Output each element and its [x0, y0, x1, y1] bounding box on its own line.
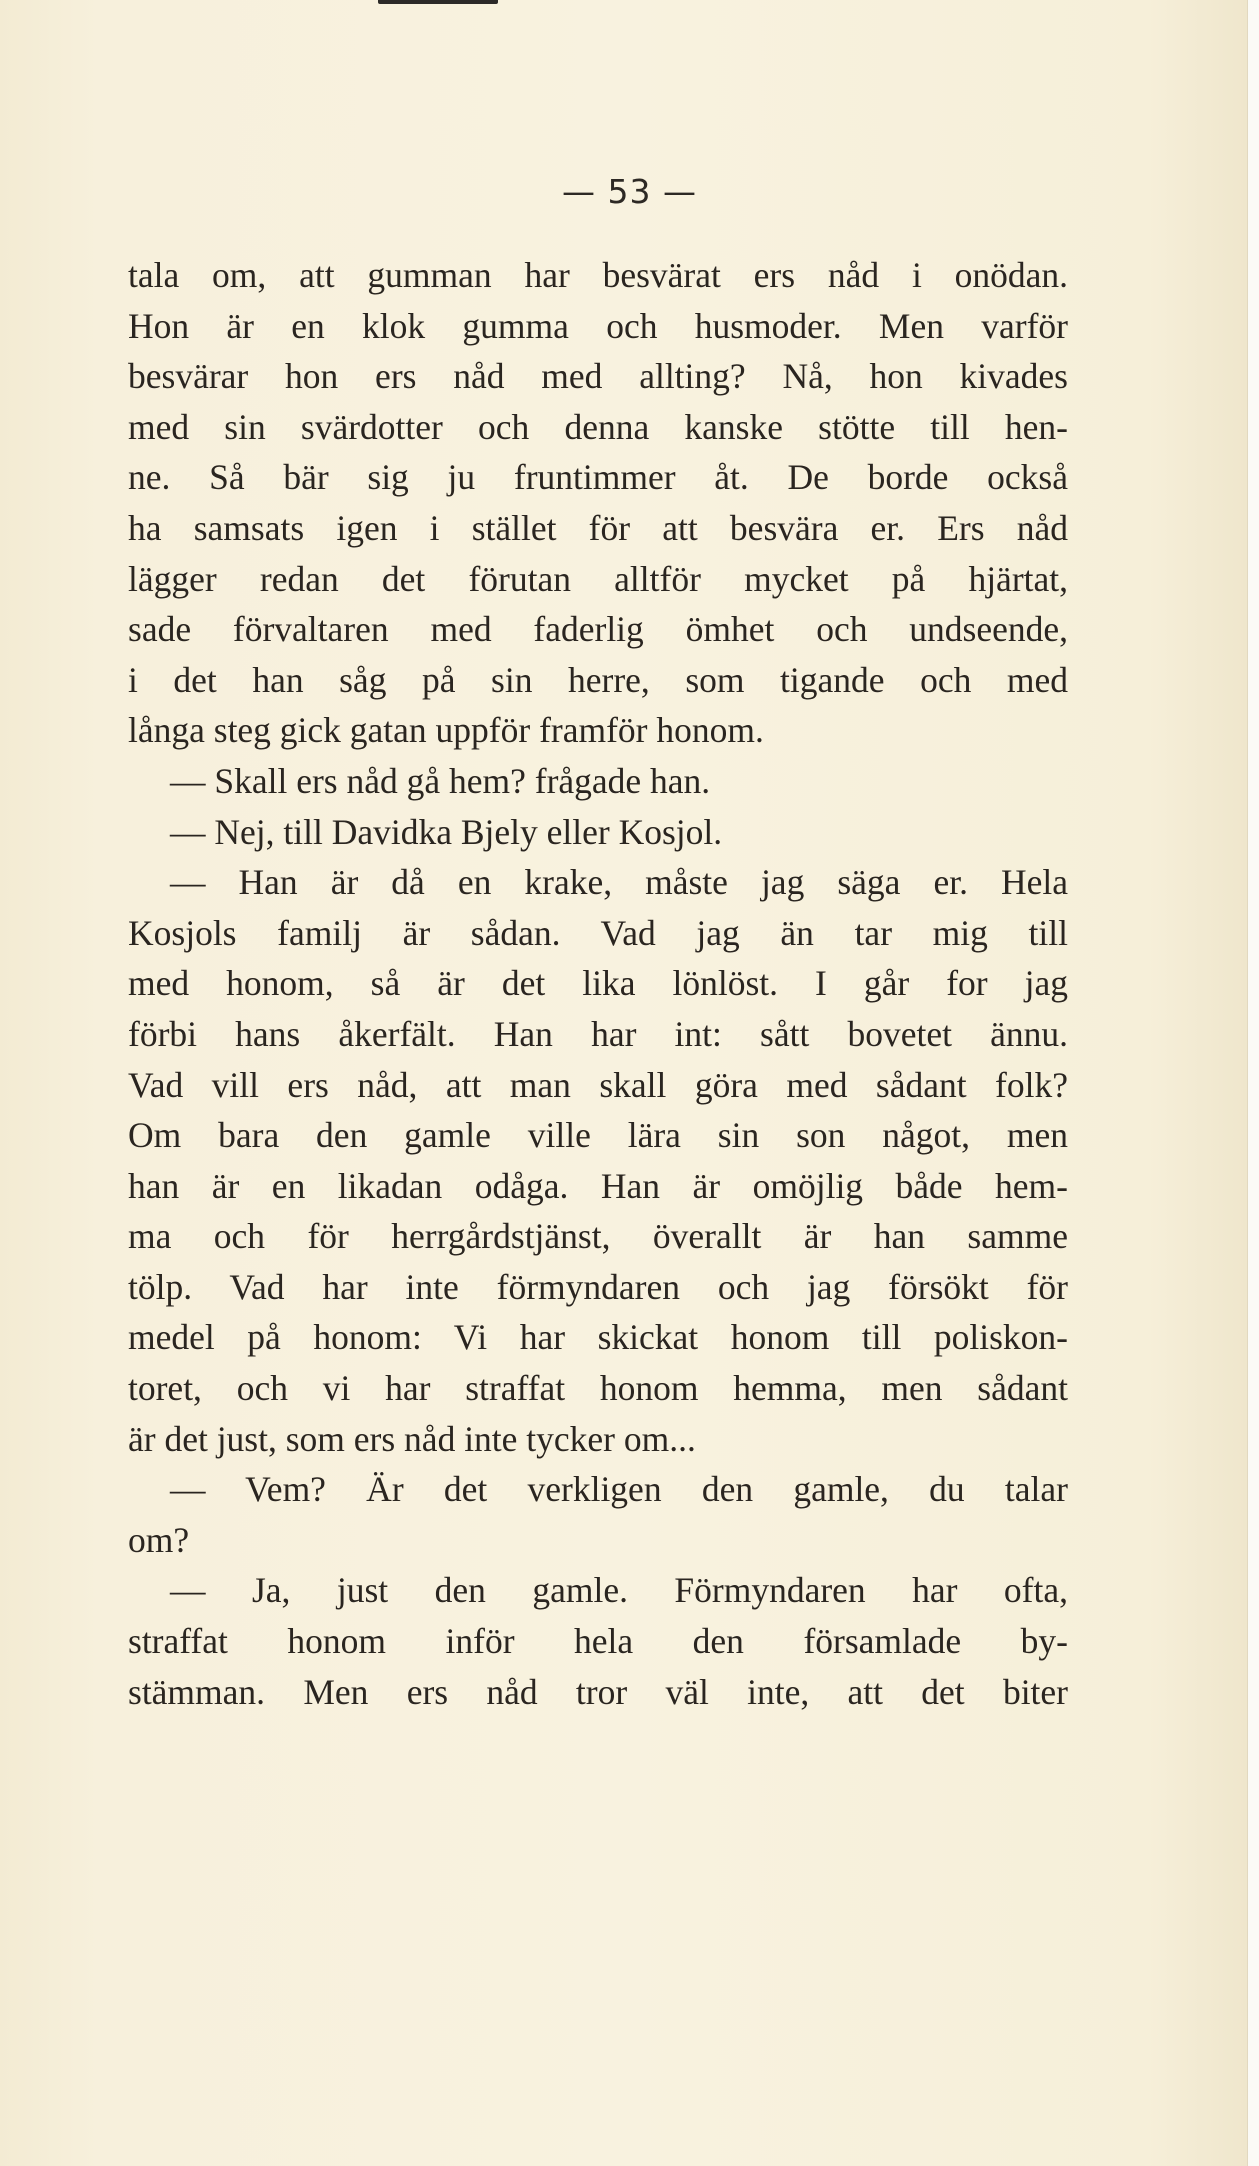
text-line: förbi hans åkerfält. Han har int: sått bovetet ännu.: [128, 1013, 1068, 1054]
page-edge: [1247, 0, 1259, 2166]
text-line: — Han är då en krake, måste jag säga er. Hela: [170, 862, 1068, 903]
text-line: Vad vill ers nåd, att man skall göra med sådant folk?: [128, 1064, 1068, 1105]
text-line: besvärar hon ers nåd med allting? Nå, hon kivades: [128, 356, 1068, 397]
text-line: långa steg gick gatan uppför framför honom.: [128, 710, 764, 751]
text-line: Hon är en klok gumma och husmoder. Men varför: [128, 305, 1068, 346]
text-line: med sin svärdotter och denna kanske stötte till hen-: [128, 406, 1068, 447]
text-line: är det just, som ers nåd inte tycker om...: [128, 1418, 696, 1459]
text-line: lägger redan det förutan alltför mycket på hjärtat,: [128, 558, 1068, 599]
text-line: Kosjols familj är sådan. Vad jag än tar mig till: [128, 912, 1068, 953]
binding-mark: [378, 0, 498, 4]
text-line: straffat honom inför hela den församlade by-: [128, 1621, 1068, 1662]
text-line: i det han såg på sin herre, som tigande och med: [128, 659, 1068, 700]
text-line: ne. Så bär sig ju fruntimmer åt. De borde också: [128, 457, 1068, 498]
page-number: — 53 —: [562, 172, 697, 211]
text-line: tala om, att gumman har besvärat ers nåd i onödan.: [128, 255, 1068, 295]
text-line: ma och för herrgårdstjänst, överallt är han samme: [128, 1216, 1068, 1257]
text-line: han är en likadan odåga. Han är omöjlig både hem-: [128, 1165, 1068, 1206]
text-line: stämman. Men ers nåd tror väl inte, att det biter: [128, 1671, 1068, 1712]
text-line: ha samsats igen i stället för att besvära er. Ers nåd: [128, 507, 1068, 548]
text-line: — Vem? Är det verkligen den gamle, du talar: [170, 1469, 1068, 1510]
text-line: medel på honom: Vi har skickat honom till poliskon-: [128, 1317, 1068, 1358]
text-line: — Ja, just den gamle. Förmyndaren har ofta,: [170, 1570, 1068, 1611]
text-line: tölp. Vad har inte förmyndaren och jag försökt för: [128, 1266, 1068, 1307]
text-line: sade förvaltaren med faderlig ömhet och undseende,: [128, 609, 1068, 650]
text-line: Om bara den gamle ville lära sin son något, men: [128, 1115, 1068, 1156]
text-line: om?: [128, 1519, 190, 1560]
text-line: — Nej, till Davidka Bjely eller Kosjol.: [170, 811, 723, 852]
text-line: toret, och vi har straffat honom hemma, men sådant: [128, 1368, 1068, 1409]
text-line: med honom, så är det lika lönlöst. I går for jag: [128, 963, 1068, 1004]
text-line: — Skall ers nåd gå hem? frågade han.: [170, 760, 711, 801]
body-text: [128, 250, 1068, 1717]
